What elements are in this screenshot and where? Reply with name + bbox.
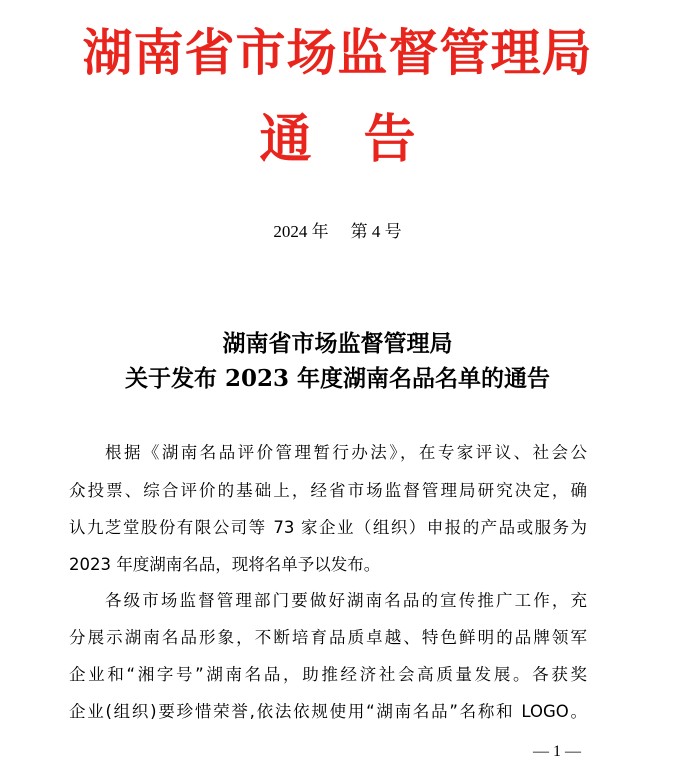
document-serial: 第 4 号 bbox=[350, 222, 402, 241]
paragraph-2-line-2: 分展示湖南名品形象，不断培育品质卓越、特色鲜明的品牌领军 bbox=[69, 628, 587, 647]
paragraph-1-line-1: 根据《湖南名品评价管理暂行办法》，在专家评议、社会公 bbox=[105, 443, 587, 462]
document-number bbox=[0, 220, 675, 244]
document-heading-line-2: 关于发布 2023 年度湖南名品名单的通告 bbox=[124, 365, 551, 392]
issuer-name: 湖南省市场监督管理局 bbox=[82, 23, 593, 82]
notice-title-char-2: 告 bbox=[363, 109, 416, 170]
document-heading-line-1: 湖南省市场监督管理局 bbox=[222, 330, 453, 357]
paragraph-1-line-4: 2023 年度湖南名品，现将名单予以发布。 bbox=[69, 555, 381, 574]
document-year: 2024 年 bbox=[273, 222, 329, 241]
paragraph-2-line-3: 企业和“湘字号”湖南名品，助推经济社会高质量发展。各获奖 bbox=[69, 665, 587, 684]
paragraph-1-line-3: 认九芝堂股份有限公司等 73 家企业（组织）申报的产品或服务为 bbox=[69, 518, 587, 537]
paragraph-1-line-2: 众投票、综合评价的基础上，经省市场监督管理局研究决定，确 bbox=[69, 481, 587, 500]
notice-title bbox=[0, 108, 675, 172]
paragraph-2-line-1: 各级市场监督管理部门要做好湖南名品的宣传推广工作，充 bbox=[105, 591, 587, 610]
paragraph-2-line-4: 企业(组织)要珍惜荣誉,依法依规使用“湖南名品”名称和 LOGO。 bbox=[69, 702, 587, 721]
notice-title-char-1: 通 bbox=[259, 109, 312, 170]
page-number: — 1 — bbox=[533, 743, 581, 760]
